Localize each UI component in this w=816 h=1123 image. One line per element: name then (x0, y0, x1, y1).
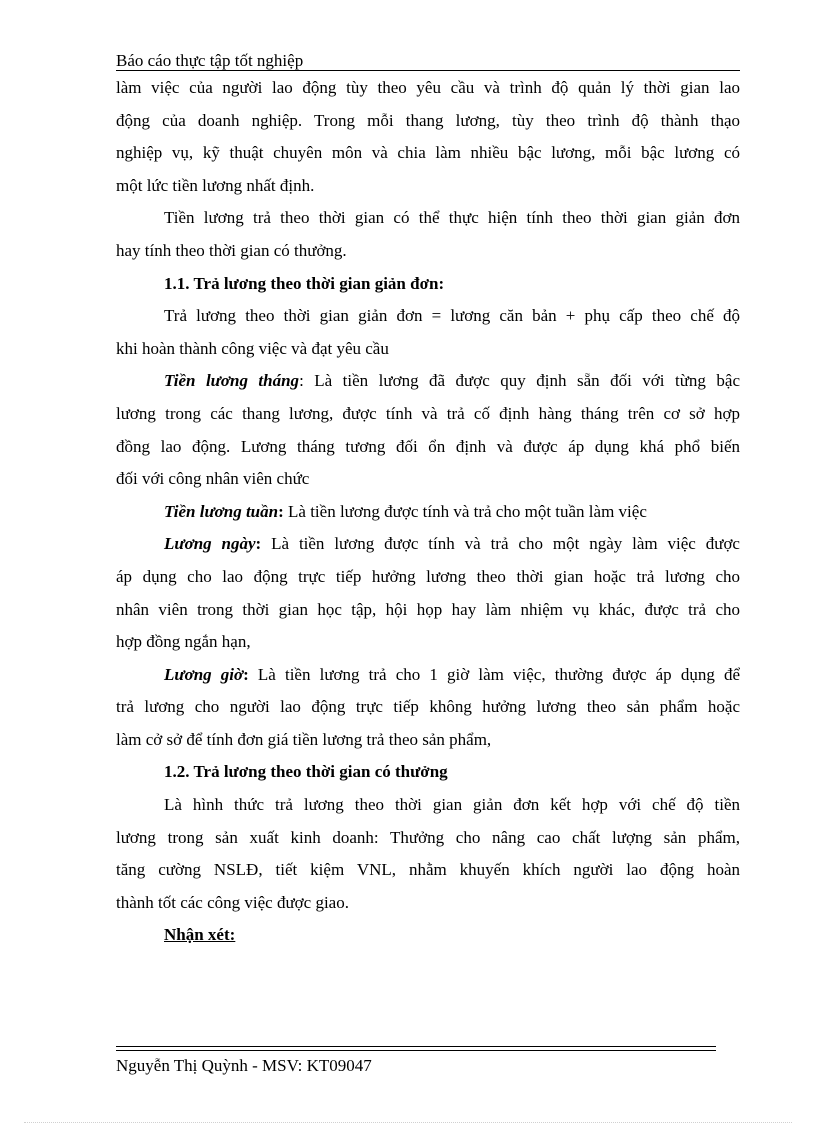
page-footer: Nguyễn Thị Quỳnh - MSV: KT09047 (116, 1056, 372, 1075)
paragraph-line: khi hoàn thành công việc và đạt yêu cầu (116, 338, 389, 358)
paragraph-line: làm việc của người lao động tùy theo yêu cầu và trình độ quản lý thời gian lao (116, 78, 740, 97)
paragraph-line (116, 659, 740, 692)
paragraph-line: hợp đồng ngắn hạn, (116, 632, 251, 652)
paragraph-line: làm cở sở để tính đơn giá tiền lương trả theo sản phẩm, (116, 729, 492, 749)
term-colon: : (243, 664, 249, 684)
paragraph-line: áp dụng cho lao động trực tiếp hưởng lương theo thời gian hoặc trả lương cho (116, 566, 740, 586)
term-definition: Là tiền lương được tính và trả cho một ngày làm việc được (261, 534, 740, 554)
paragraph-line: tăng cường NSLĐ, tiết kiệm VNL, nhằm khuyến khích người lao động hoàn (116, 860, 740, 880)
header-title: Báo cáo thực tập tốt nghiệp (116, 51, 304, 70)
term-luong-gio: Lương giờ (164, 664, 244, 684)
paragraph-line: hay tính theo thời gian có thưởng. (116, 240, 347, 260)
paragraph-line: đồng lao động. Lương tháng tương đối ổn định và được áp dụng khá phổ biến (116, 436, 740, 456)
term-tien-luong-thang: Tiền lương tháng (164, 371, 300, 391)
section-heading-1-2: 1.2. Trả lương theo thời gian có thưởng (164, 762, 448, 782)
paragraph-line (116, 365, 740, 398)
paragraph-line: một lức tiền lương nhất định. (116, 175, 315, 195)
paragraph-line: lương trong các thang lương, được tính và trả cố định hàng tháng trên cơ sở hợp (116, 403, 740, 423)
term-definition: Là tiền lương được tính và trả cho một tuần làm việc (283, 501, 647, 521)
paragraph-line: nhân viên trong thời gian học tập, hội họp hay làm nhiệm vụ khác, được trả cho (116, 599, 740, 619)
paragraph-line: đối với công nhân viên chức (116, 469, 310, 489)
page-header (116, 50, 740, 71)
paragraph-line: Trả lương theo thời gian giản đơn = lương căn bản + phụ cấp theo chế độ (164, 306, 740, 326)
paragraph-line (116, 496, 740, 529)
paragraph-line: Là hình thức trả lương theo thời gian giản đơn kết hợp với chế độ tiền (164, 795, 740, 815)
term-colon: : (255, 534, 262, 554)
footer-rule-top (116, 1046, 716, 1047)
footer-rule-bottom (116, 1050, 716, 1051)
paragraph-line: động của doanh nghiệp. Trong mỗi thang lương, tùy theo trình độ thành thạo (116, 110, 740, 130)
term-colon: : (278, 501, 284, 521)
paragraph-line (116, 528, 740, 561)
paragraph-line: lương trong sản xuất kinh doanh: Thưởng cho nâng cao chất lượng sản phẩm, (116, 827, 740, 847)
remarks-heading-text: Nhận xét: (164, 925, 236, 945)
paragraph-line: Tiền lương trả theo thời gian có thể thực hiện tính theo thời gian giản đơn (164, 208, 740, 228)
term-luong-ngay: Lương ngày (164, 534, 256, 554)
term-definition: : Là tiền lương đã được quy định sẵn đối với từng bậc (299, 371, 740, 391)
paragraph-line: trả lương cho người lao động trực tiếp không hưởng lương theo sản phẩm hoặc (116, 697, 740, 717)
section-heading-1-1: 1.1. Trả lương theo thời gian giản đơn: (164, 273, 445, 293)
term-tien-luong-tuan: Tiền lương tuần (164, 501, 279, 521)
term-definition: Là tiền lương trả cho 1 giờ làm việc, thường được áp dụng để (248, 664, 740, 684)
paragraph-line: thành tốt các công việc được giao. (116, 892, 349, 912)
document-body (116, 72, 740, 952)
paragraph-line: nghiệp vụ, kỹ thuật chuyên môn và chia làm nhiều bậc lương, mỗi bậc lương có (116, 143, 740, 163)
remarks-heading (116, 919, 740, 952)
